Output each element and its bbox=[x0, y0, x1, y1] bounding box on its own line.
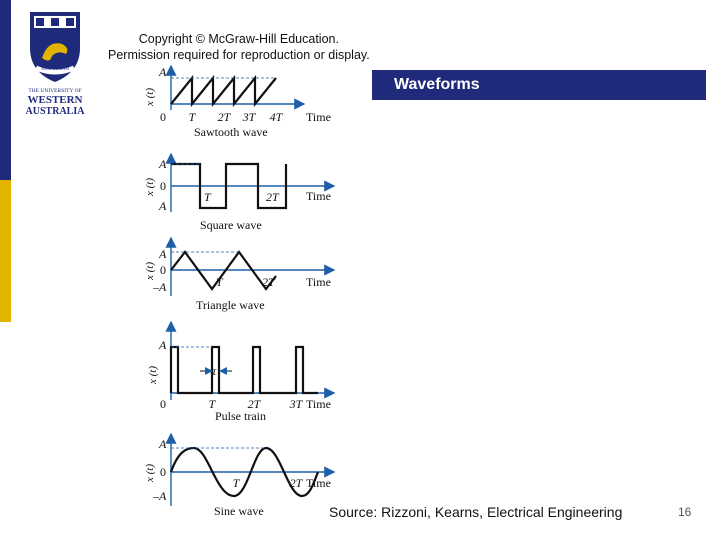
page-number: 16 bbox=[678, 505, 692, 519]
sawtooth-tick-3t: 3T bbox=[242, 110, 256, 124]
sine-caption: Sine wave bbox=[214, 504, 264, 518]
square-neg-amp-label: A bbox=[159, 199, 167, 213]
square-tick-t: T bbox=[204, 190, 211, 204]
sine-ylabel: x (t) bbox=[144, 463, 156, 482]
logo-line-2: WESTERN bbox=[27, 94, 83, 106]
brand-bar-gold bbox=[0, 180, 11, 322]
square-time-label: Time bbox=[306, 189, 331, 203]
sine-tick-t: T bbox=[232, 476, 240, 490]
sawtooth-zero-label: 0 bbox=[160, 110, 166, 124]
square-tick-2t: 2T bbox=[266, 190, 279, 204]
copyright-line-1: Copyright © McGraw-Hill Education. bbox=[138, 32, 339, 46]
pulse-tick-t: T bbox=[208, 397, 216, 411]
logo-line-1: THE UNIVERSITY OF bbox=[28, 88, 82, 94]
triangle-tick-t: T bbox=[216, 275, 223, 289]
square-zero-label: 0 bbox=[160, 179, 166, 193]
sawtooth-waveform bbox=[171, 78, 276, 104]
waveforms-diagram bbox=[138, 62, 338, 522]
brand-bar-blue bbox=[0, 0, 11, 180]
sawtooth-panel bbox=[144, 65, 331, 139]
slide-title: Waveforms bbox=[394, 76, 480, 93]
triangle-neg-amp-label: –A bbox=[153, 280, 167, 294]
pulse-panel bbox=[147, 322, 334, 423]
triangle-time-label: Time bbox=[306, 275, 331, 289]
logo-motto: SEEK WISDOM bbox=[41, 66, 69, 71]
triangle-caption: Triangle wave bbox=[196, 298, 265, 312]
slide-title-bar bbox=[372, 70, 706, 100]
pulse-tau-label: τ bbox=[212, 364, 217, 378]
pulse-tick-3t: 3T bbox=[289, 397, 303, 411]
sine-zero-label: 0 bbox=[160, 465, 166, 479]
sine-tick-2t: 2T bbox=[289, 476, 303, 490]
copyright-notice bbox=[108, 31, 370, 63]
pulse-waveform bbox=[171, 347, 318, 393]
triangle-ylabel: x (t) bbox=[144, 261, 156, 280]
sawtooth-amp-label: A bbox=[159, 65, 167, 79]
sine-panel bbox=[144, 434, 334, 518]
sawtooth-tick-t: T bbox=[188, 110, 196, 124]
square-ylabel: x (t) bbox=[144, 177, 156, 196]
university-logo bbox=[22, 10, 88, 120]
pulse-time-label: Time bbox=[306, 397, 331, 411]
logo-line-3: AUSTRALIA bbox=[25, 106, 85, 117]
triangle-zero-label: 0 bbox=[160, 263, 166, 277]
sawtooth-ylabel: x (t) bbox=[144, 87, 156, 106]
triangle-panel bbox=[144, 238, 334, 312]
copyright-line-2: Permission required for reproduction or display. bbox=[108, 48, 370, 62]
sawtooth-tick-4t: 4T bbox=[269, 110, 283, 124]
sawtooth-caption: Sawtooth wave bbox=[194, 125, 268, 139]
sine-time-label: Time bbox=[306, 476, 331, 490]
pulse-amp-label: A bbox=[159, 338, 167, 352]
square-panel bbox=[144, 154, 334, 232]
sawtooth-time-label: Time bbox=[306, 110, 331, 124]
sine-amp-label: A bbox=[159, 437, 167, 451]
pulse-caption: Pulse train bbox=[215, 409, 266, 423]
sawtooth-tick-2t: 2T bbox=[217, 110, 231, 124]
pulse-zero-label: 0 bbox=[160, 397, 166, 411]
pulse-ylabel: x (t) bbox=[147, 365, 159, 384]
triangle-amp-label: A bbox=[159, 247, 167, 261]
sine-neg-amp-label: –A bbox=[153, 489, 167, 503]
pulse-tick-2t: 2T bbox=[247, 397, 261, 411]
source-citation: Source: Rizzoni, Kearns, Electrical Engineering bbox=[329, 504, 623, 520]
square-amp-label: A bbox=[159, 157, 167, 171]
triangle-tick-2t: 2T bbox=[262, 275, 275, 289]
square-caption: Square wave bbox=[200, 218, 262, 232]
